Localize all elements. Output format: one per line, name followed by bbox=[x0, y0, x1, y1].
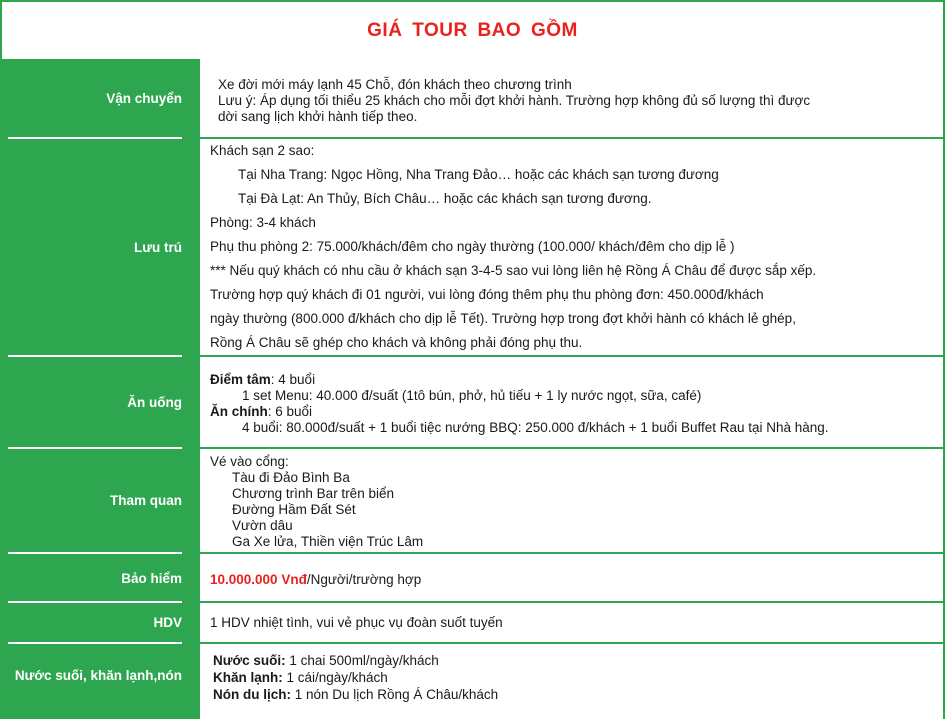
sightseeing-intro: Vé vào cổng: bbox=[210, 454, 289, 469]
cell-stay bbox=[210, 139, 935, 355]
hat-label: Nón du lịch: bbox=[213, 687, 291, 702]
sightseeing-item: Ga Xe lửa, Thiền viện Trúc Lâm bbox=[232, 534, 424, 549]
stay-line: *** Nếu quý khách có nhu cầu ở khách sạn 3-4-5 sao vui lòng liên hệ Rồng Á Châu để được sắp xếp. bbox=[210, 263, 817, 278]
stay-line: Trường hợp quý khách đi 01 người, vui lòng đóng thêm phụ thu phòng đơn: 450.000đ/khách bbox=[210, 287, 764, 302]
cell-guide bbox=[210, 615, 935, 631]
breakfast-detail: 1 set Menu: 40.000 đ/suất (1tô bún, phở, hủ tiếu + 1 ly nước ngọt, sữa, café) bbox=[242, 388, 702, 403]
title-bar bbox=[0, 0, 945, 59]
breakfast-count: : 4 buổi bbox=[270, 372, 316, 387]
water-text: 1 chai 500ml/ngày/khách bbox=[285, 653, 439, 668]
stay-line: Khách sạn 2 sao: bbox=[210, 143, 315, 158]
insurance-amount: 10.000.000 Vnđ bbox=[210, 572, 307, 587]
cell-insurance bbox=[210, 572, 935, 588]
row-divider bbox=[200, 552, 943, 554]
guide-text: 1 HDV nhiệt tình, vui vẻ phục vụ đoàn suốt tuyến bbox=[210, 615, 503, 630]
row-label-meals: Ăn uống bbox=[127, 394, 182, 410]
page-title: GIÁ TOUR BAO GỒM bbox=[367, 19, 578, 41]
row-label-stay: Lưu trú bbox=[133, 239, 182, 255]
row-label-extras: Nước suối, khăn lạnh,nón bbox=[14, 667, 182, 683]
row-divider bbox=[200, 601, 943, 603]
transport-line: dời sang lịch khởi hành tiếp theo. bbox=[218, 109, 418, 124]
water-label: Nước suối: bbox=[213, 653, 286, 668]
hat-text: 1 nón Du lịch Rồng Á Châu/khách bbox=[291, 687, 499, 702]
sightseeing-item: Tàu đi Đảo Bình Ba bbox=[232, 470, 350, 485]
towel-text: 1 cái/ngày/khách bbox=[282, 670, 388, 685]
main-meal-label: Ăn chính bbox=[210, 404, 268, 419]
transport-line: Xe đời mới máy lạnh 45 Chỗ, đón khách theo chương trình bbox=[218, 77, 572, 92]
stay-line: Tại Đà Lạt: An Thủy, Bích Châu… hoặc các khách sạn tương đương. bbox=[238, 191, 652, 206]
cell-extras bbox=[213, 652, 938, 703]
stay-line: Rồng Á Châu sẽ ghép cho khách và không phải đóng phụ thu. bbox=[210, 335, 583, 350]
stay-line: Tại Nha Trang: Ngọc Hồng, Nha Trang Đảo… hoặc các khách sạn tương đương bbox=[238, 167, 719, 182]
stay-line: Phụ thu phòng 2: 75.000/khách/đêm cho ngày thường (100.000/ khách/đêm cho dịp lễ ) bbox=[210, 239, 735, 254]
breakfast-label: Điểm tâm bbox=[210, 372, 271, 387]
main-meal-detail: 4 buổi: 80.000đ/suất + 1 buổi tiệc nướng BBQ: 250.000 đ/khách + 1 buổi Buffet Rau tại Nhà hàng. bbox=[242, 420, 829, 435]
sightseeing-item: Chương trình Bar trên biển bbox=[232, 486, 394, 501]
row-label-guide: HDV bbox=[153, 615, 182, 630]
row-divider bbox=[200, 447, 943, 449]
stay-line: Phòng: 3-4 khách bbox=[210, 215, 316, 230]
cell-meals bbox=[210, 372, 935, 436]
stay-line: ngày thường (800.000 đ/khách cho dịp lễ Tết). Trường hợp trong đợt khởi hành có khách lẻ ghép, bbox=[210, 311, 796, 326]
cell-transport bbox=[218, 77, 943, 125]
sightseeing-item: Vườn dâu bbox=[232, 518, 293, 533]
towel-label: Khăn lạnh: bbox=[213, 670, 283, 685]
insurance-unit: /Người/trường hợp bbox=[306, 572, 422, 587]
row-label-sightseeing: Tham quan bbox=[109, 493, 182, 508]
sightseeing-item: Đường Hầm Đất Sét bbox=[232, 502, 356, 517]
row-label-transport: Vận chuyển bbox=[106, 90, 182, 106]
main-meal-count: : 6 buổi bbox=[267, 404, 313, 419]
row-label-insurance: Bảo hiểm bbox=[121, 571, 182, 586]
row-divider bbox=[200, 355, 943, 357]
transport-line: Lưu ý: Áp dụng tối thiểu 25 khách cho mỗi đợt khởi hành. Trường hợp không đủ số lượng thì được bbox=[218, 93, 811, 108]
row-divider bbox=[200, 642, 943, 644]
cell-sightseeing bbox=[210, 454, 935, 550]
